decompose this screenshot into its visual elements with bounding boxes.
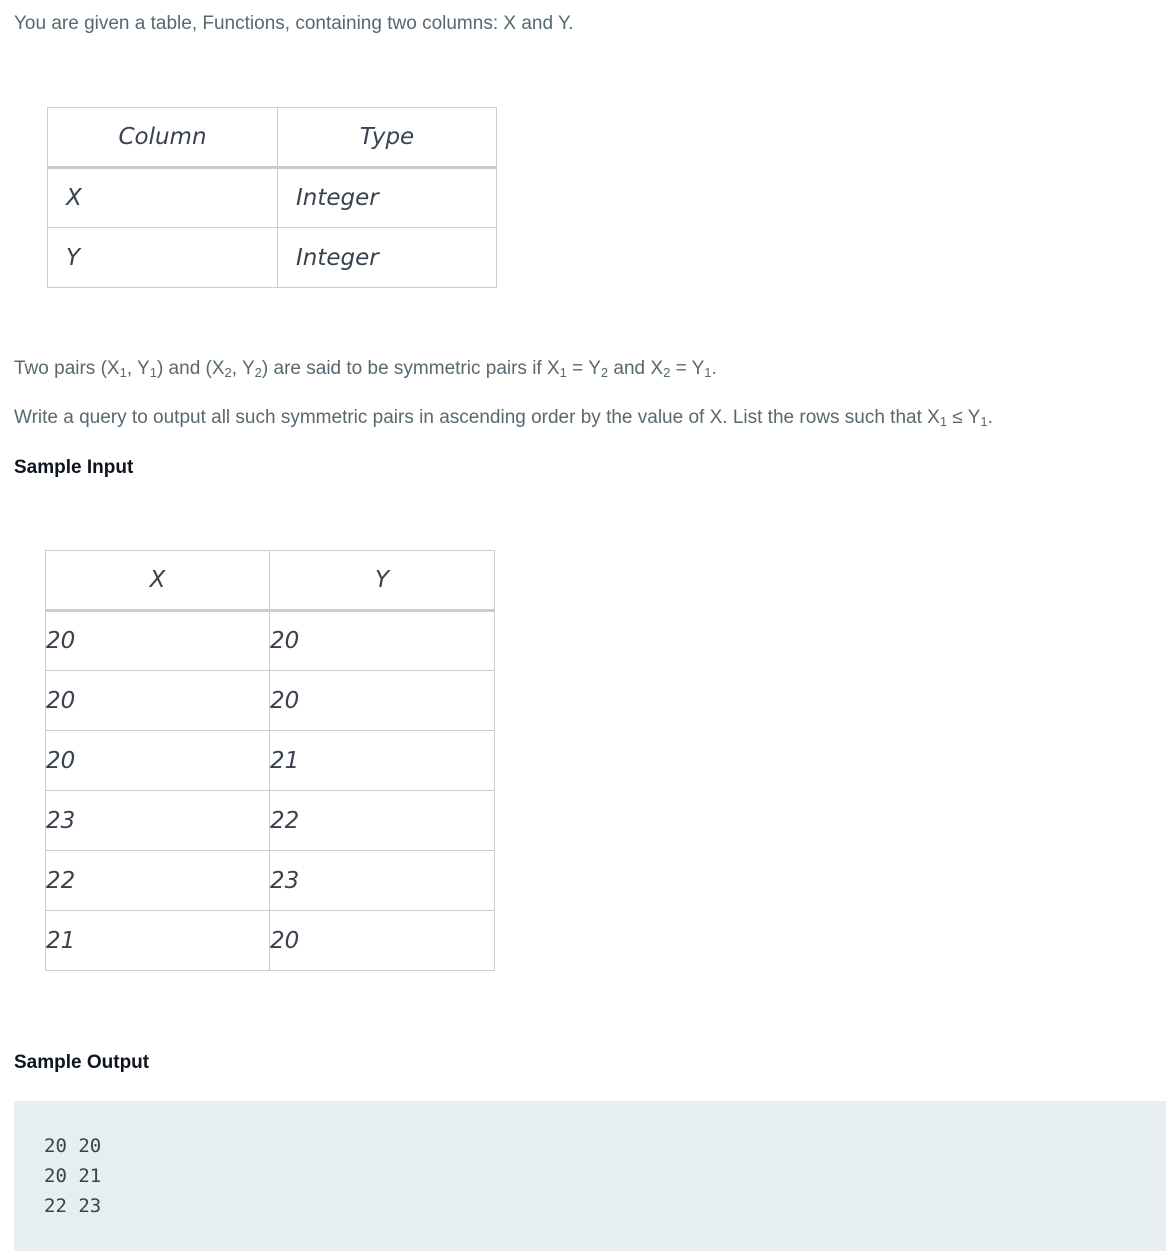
header-y: Y xyxy=(270,551,495,611)
table-cell: 20 xyxy=(46,731,270,791)
header-x: X xyxy=(46,551,270,611)
sample-input-table xyxy=(45,550,495,971)
output-line: 20 21 xyxy=(44,1165,102,1187)
table-header-row xyxy=(48,108,497,168)
table-cell: 22 xyxy=(270,791,495,851)
sample-output-code-block xyxy=(14,1101,1166,1251)
output-line: 22 23 xyxy=(44,1195,102,1217)
sample-input-heading: Sample Input xyxy=(14,457,134,478)
table-cell: 23 xyxy=(46,791,270,851)
table-cell: Integer xyxy=(278,228,497,288)
table-cell: 20 xyxy=(46,611,270,671)
table-cell: 21 xyxy=(46,911,270,971)
sample-output-heading: Sample Output xyxy=(14,1052,150,1073)
table-cell: X xyxy=(48,168,278,228)
table-row xyxy=(46,791,495,851)
table-cell: 20 xyxy=(46,671,270,731)
table-cell: 20 xyxy=(270,911,495,971)
table-row xyxy=(46,731,495,791)
table-cell: Y xyxy=(48,228,278,288)
table-cell: 22 xyxy=(46,851,270,911)
table-cell: 21 xyxy=(270,731,495,791)
header-type: Type xyxy=(278,108,497,168)
symmetric-definition: Two pairs ($X_1$, $Y_1$) and ($X_2$, $Y_2$) are said to be symmetric pairs if $X_1 = Y_2$ and $X_2 = Y_1$. xyxy=(14,358,717,380)
output-line: 20 20 xyxy=(44,1135,102,1157)
table-row xyxy=(46,911,495,971)
table-header-row xyxy=(46,551,495,611)
header-column: Column xyxy=(48,108,278,168)
table-cell: 20 xyxy=(270,671,495,731)
table-row xyxy=(46,611,495,671)
table-row xyxy=(48,168,497,228)
table-row xyxy=(46,851,495,911)
intro-text: You are given a table, Functions, containing two columns: X and Y. xyxy=(14,13,574,34)
schema-table xyxy=(47,107,497,288)
table-cell: 23 xyxy=(270,851,495,911)
table-row xyxy=(48,228,497,288)
table-cell: 20 xyxy=(270,611,495,671)
table-cell: Integer xyxy=(278,168,497,228)
table-row xyxy=(46,671,495,731)
query-instruction: Write a query to output all such symmetric pairs in ascending order by the value of X. List the rows such that $X_1 \le Y_1$. xyxy=(14,407,993,429)
